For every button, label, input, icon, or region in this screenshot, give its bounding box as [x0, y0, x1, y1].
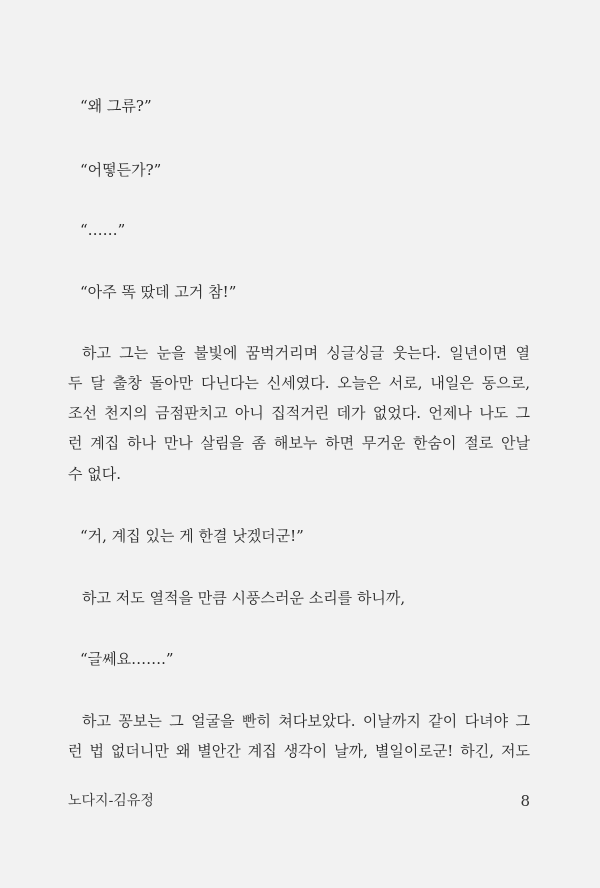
- dialogue-line: “아주 똑 땄데 고거 참!”: [80, 283, 237, 301]
- paragraph-line: 두 달 출창 돌아만 다닌다는 신세였다. 오늘은 서로, 내일은 동으로,: [68, 374, 530, 392]
- paragraph-line: 런 법 없더니만 왜 별안간 계집 생각이 날까, 별일이로군! 하긴, 저도: [68, 742, 530, 760]
- dialogue-line: “어떻든가?”: [80, 161, 162, 179]
- page-number: 8: [520, 792, 530, 810]
- paragraph-line: 조선 천지의 금점판치고 아니 집적거린 데가 없었다. 언제나 나도 그: [68, 404, 530, 422]
- paragraph-line: 수 없다.: [68, 465, 122, 483]
- dialogue-line: “거, 계집 있는 게 한결 낫겠더군!”: [80, 527, 304, 545]
- paragraph-line: 하고 저도 열적을 만큼 시풍스러운 소리를 하니까,: [82, 589, 406, 607]
- dialogue-line: “……”: [80, 221, 126, 239]
- paragraph-line: 하고 그는 눈을 불빛에 꿈벅거리며 싱글싱글 웃는다. 일년이면 열: [82, 344, 530, 362]
- paragraph-line: 하고 꽁보는 그 얼굴을 빤히 쳐다보았다. 이날까지 같이 다녀야 그: [82, 712, 530, 730]
- running-footer-title: 노다지-김유정: [68, 793, 154, 809]
- paragraph-line: 런 계집 하나 만나 살림을 좀 해보누 하면 무거운 한숨이 절로 안날: [68, 434, 530, 452]
- dialogue-line: “글쎄요…….”: [80, 650, 174, 668]
- dialogue-line: “왜 그류?”: [80, 97, 152, 115]
